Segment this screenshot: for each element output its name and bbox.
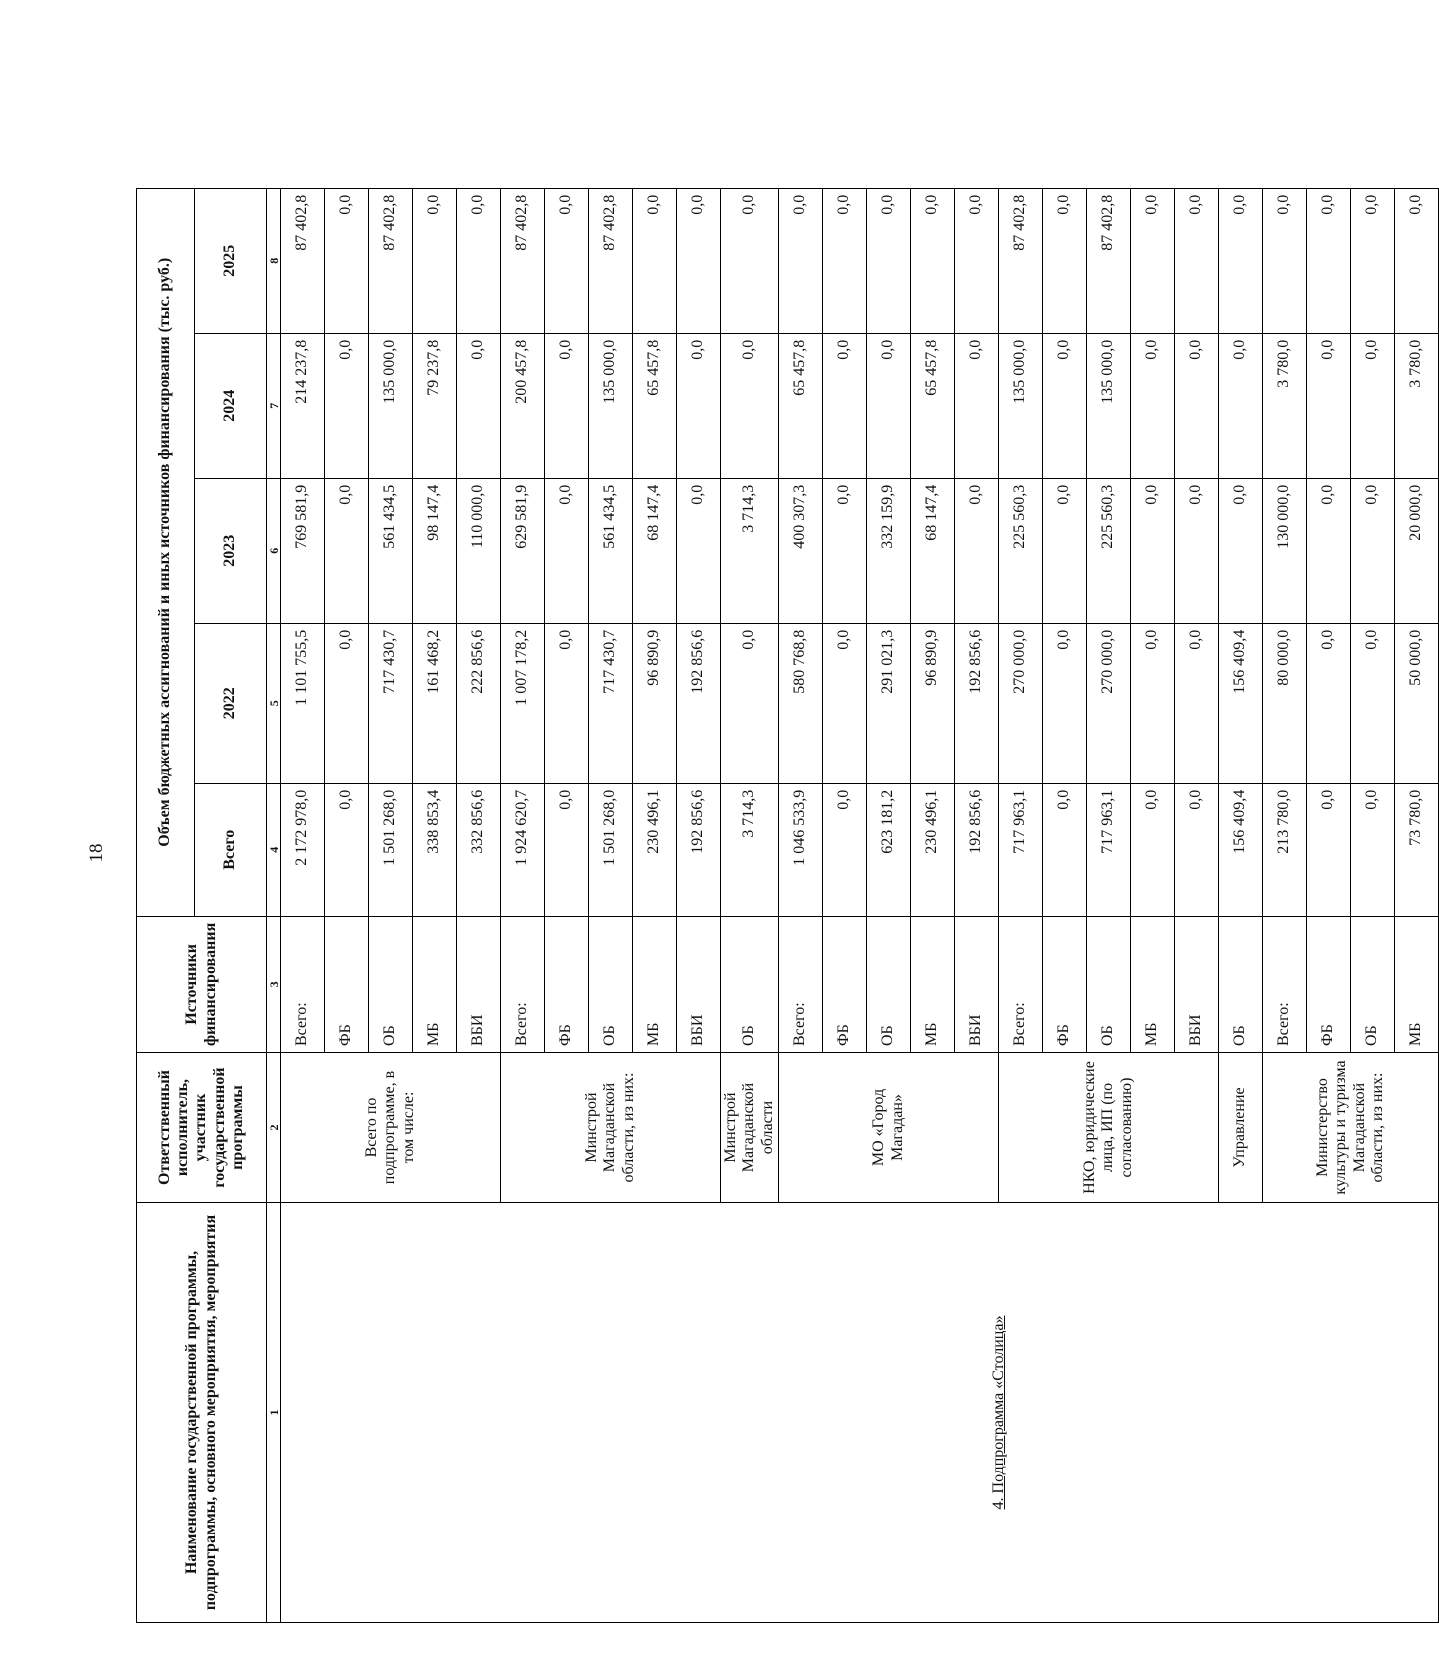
total-cell: 0,0 <box>325 783 369 916</box>
value-cell: 0,0 <box>1307 623 1351 783</box>
value-cell: 0,0 <box>633 188 677 333</box>
total-cell: 192 856,6 <box>677 783 721 916</box>
value-cell: 0,0 <box>823 188 867 333</box>
header-col-name: Наименование государственной программы, подпрограммы, основного мероприятия, мероприятия <box>137 1203 267 1623</box>
value-cell: 135 000,0 <box>1087 333 1131 478</box>
value-cell: 0,0 <box>325 623 369 783</box>
total-cell: 0,0 <box>823 783 867 916</box>
value-cell: 87 402,8 <box>1087 188 1131 333</box>
value-cell: 1 007 178,2 <box>501 623 545 783</box>
value-cell: 0,0 <box>1043 478 1087 623</box>
value-cell: 0,0 <box>1219 478 1263 623</box>
value-cell: 0,0 <box>823 478 867 623</box>
value-cell: 3 714,3 <box>721 478 779 623</box>
value-cell: 225 560,3 <box>1087 478 1131 623</box>
source-cell: Всего: <box>999 916 1043 1052</box>
total-cell: 1 501 268,0 <box>589 783 633 916</box>
value-cell: 87 402,8 <box>501 188 545 333</box>
value-cell: 110 000,0 <box>457 478 501 623</box>
value-cell: 400 307,3 <box>779 478 823 623</box>
value-cell: 0,0 <box>1043 333 1087 478</box>
value-cell: 0,0 <box>325 188 369 333</box>
total-cell: 73 780,0 <box>1395 783 1439 916</box>
source-cell: Всего: <box>779 916 823 1052</box>
value-cell: 0,0 <box>1175 478 1219 623</box>
value-cell: 0,0 <box>1307 188 1351 333</box>
value-cell: 65 457,8 <box>911 333 955 478</box>
value-cell: 0,0 <box>1219 188 1263 333</box>
value-cell: 20 000,0 <box>1395 478 1439 623</box>
value-cell: 192 856,6 <box>677 623 721 783</box>
value-cell: 0,0 <box>325 478 369 623</box>
total-cell: 332 856,6 <box>457 783 501 916</box>
value-cell: 87 402,8 <box>999 188 1043 333</box>
value-cell: 0,0 <box>413 188 457 333</box>
value-cell: 96 890,9 <box>911 623 955 783</box>
source-cell: МБ <box>911 916 955 1052</box>
value-cell: 192 856,6 <box>955 623 999 783</box>
value-cell: 0,0 <box>1043 188 1087 333</box>
value-cell: 0,0 <box>545 478 589 623</box>
executor-cell: Всего по подпрограмме, в том числе: <box>281 1053 501 1203</box>
source-cell: МБ <box>413 916 457 1052</box>
program-name: 4. Подпрограмма «Столица» <box>989 1315 1007 1510</box>
source-cell: ФБ <box>823 916 867 1052</box>
header-year: 2023 <box>195 478 267 623</box>
source-cell: ФБ <box>545 916 589 1052</box>
value-cell: 0,0 <box>1351 188 1395 333</box>
value-cell: 0,0 <box>823 623 867 783</box>
value-cell: 0,0 <box>1395 188 1439 333</box>
value-cell: 0,0 <box>1131 333 1175 478</box>
source-cell: ОБ <box>1219 916 1263 1052</box>
value-cell: 135 000,0 <box>369 333 413 478</box>
executor-cell: Управление <box>1219 1053 1263 1203</box>
value-cell: 1 101 755,5 <box>281 623 325 783</box>
financing-table <box>136 188 1439 1623</box>
value-cell: 580 768,8 <box>779 623 823 783</box>
table-body <box>281 188 1439 1622</box>
value-cell: 98 147,4 <box>413 478 457 623</box>
value-cell: 332 159,9 <box>867 478 911 623</box>
value-cell: 3 780,0 <box>1395 333 1439 478</box>
source-cell: ОБ <box>867 916 911 1052</box>
column-index: 3 <box>267 916 281 1052</box>
value-cell: 0,0 <box>325 333 369 478</box>
value-cell: 65 457,8 <box>633 333 677 478</box>
total-cell: 2 172 978,0 <box>281 783 325 916</box>
total-cell: 717 963,1 <box>999 783 1043 916</box>
column-index: 5 <box>267 623 281 783</box>
source-cell: ОБ <box>369 916 413 1052</box>
value-cell: 130 000,0 <box>1263 478 1307 623</box>
value-cell: 87 402,8 <box>281 188 325 333</box>
value-cell: 214 237,8 <box>281 333 325 478</box>
column-index: 6 <box>267 478 281 623</box>
value-cell: 0,0 <box>1131 188 1175 333</box>
header-year: 2024 <box>195 333 267 478</box>
value-cell: 0,0 <box>677 333 721 478</box>
value-cell: 0,0 <box>1219 333 1263 478</box>
value-cell: 0,0 <box>823 333 867 478</box>
value-cell: 0,0 <box>721 188 779 333</box>
source-cell: ВБИ <box>677 916 721 1052</box>
total-cell: 230 496,1 <box>633 783 677 916</box>
source-cell: МБ <box>1395 916 1439 1052</box>
source-cell: ВБИ <box>1175 916 1219 1052</box>
value-cell: 65 457,8 <box>779 333 823 478</box>
page-number: 18 <box>86 843 107 863</box>
value-cell: 222 856,6 <box>457 623 501 783</box>
value-cell: 270 000,0 <box>999 623 1043 783</box>
total-cell: 717 963,1 <box>1087 783 1131 916</box>
value-cell: 156 409,4 <box>1219 623 1263 783</box>
value-cell: 0,0 <box>955 188 999 333</box>
header-year: 2022 <box>195 623 267 783</box>
value-cell: 0,0 <box>779 188 823 333</box>
value-cell: 561 434,5 <box>369 478 413 623</box>
column-index: 7 <box>267 333 281 478</box>
value-cell: 0,0 <box>1131 478 1175 623</box>
value-cell: 96 890,9 <box>633 623 677 783</box>
source-cell: ОБ <box>1351 916 1395 1052</box>
total-cell: 0,0 <box>545 783 589 916</box>
value-cell: 68 147,4 <box>911 478 955 623</box>
value-cell: 0,0 <box>457 333 501 478</box>
value-cell: 0,0 <box>677 478 721 623</box>
header-total: Всего <box>195 783 267 916</box>
value-cell: 87 402,8 <box>369 188 413 333</box>
total-cell: 338 853,4 <box>413 783 457 916</box>
value-cell: 0,0 <box>1351 478 1395 623</box>
total-cell: 0,0 <box>1131 783 1175 916</box>
total-cell: 1 501 268,0 <box>369 783 413 916</box>
value-cell: 0,0 <box>1351 333 1395 478</box>
value-cell: 200 457,8 <box>501 333 545 478</box>
source-cell: Всего: <box>501 916 545 1052</box>
source-cell: ОБ <box>589 916 633 1052</box>
value-cell: 0,0 <box>955 478 999 623</box>
column-index: 4 <box>267 783 281 916</box>
value-cell: 0,0 <box>545 188 589 333</box>
value-cell: 0,0 <box>911 188 955 333</box>
header-col-source: Источники финансирования <box>137 916 267 1052</box>
total-cell: 1 046 533,9 <box>779 783 823 916</box>
value-cell: 717 430,7 <box>589 623 633 783</box>
value-cell: 0,0 <box>721 333 779 478</box>
value-cell: 87 402,8 <box>589 188 633 333</box>
source-cell: ОБ <box>721 916 779 1052</box>
value-cell: 135 000,0 <box>999 333 1043 478</box>
value-cell: 0,0 <box>1131 623 1175 783</box>
rotated-page <box>0 118 1425 1678</box>
value-cell: 0,0 <box>867 333 911 478</box>
source-cell: ВБИ <box>955 916 999 1052</box>
value-cell: 0,0 <box>1263 188 1307 333</box>
total-cell: 0,0 <box>1307 783 1351 916</box>
value-cell: 50 000,0 <box>1395 623 1439 783</box>
executor-cell: Минстрой Магаданской области <box>721 1053 779 1203</box>
value-cell: 717 430,7 <box>369 623 413 783</box>
value-cell: 0,0 <box>1043 623 1087 783</box>
total-cell: 3 714,3 <box>721 783 779 916</box>
value-cell: 0,0 <box>545 623 589 783</box>
source-cell: МБ <box>1131 916 1175 1052</box>
value-cell: 0,0 <box>1175 623 1219 783</box>
source-cell: ФБ <box>1043 916 1087 1052</box>
total-cell: 0,0 <box>1351 783 1395 916</box>
executor-cell: Минстрой Магаданской области, из них: <box>501 1053 721 1203</box>
value-cell: 0,0 <box>1175 188 1219 333</box>
source-cell: ФБ <box>325 916 369 1052</box>
executor-cell: МО «Город Магадан» <box>779 1053 999 1203</box>
total-cell: 0,0 <box>1043 783 1087 916</box>
value-cell: 0,0 <box>1351 623 1395 783</box>
column-index: 8 <box>267 188 281 333</box>
value-cell: 0,0 <box>457 188 501 333</box>
value-cell: 0,0 <box>867 188 911 333</box>
header-year: 2025 <box>195 188 267 333</box>
total-cell: 192 856,6 <box>955 783 999 916</box>
table-row <box>281 188 325 1622</box>
value-cell: 291 021,3 <box>867 623 911 783</box>
value-cell: 0,0 <box>1175 333 1219 478</box>
total-cell: 213 780,0 <box>1263 783 1307 916</box>
value-cell: 0,0 <box>955 333 999 478</box>
value-cell: 270 000,0 <box>1087 623 1131 783</box>
total-cell: 0,0 <box>1175 783 1219 916</box>
value-cell: 80 000,0 <box>1263 623 1307 783</box>
header-volume: Объем бюджетных ассигнований и иных источников финансирования (тыс. руб.) <box>137 188 195 916</box>
value-cell: 79 237,8 <box>413 333 457 478</box>
value-cell: 135 000,0 <box>589 333 633 478</box>
value-cell: 769 581,9 <box>281 478 325 623</box>
total-cell: 1 924 620,7 <box>501 783 545 916</box>
column-index: 2 <box>267 1053 281 1203</box>
executor-cell: Министерство культуры и туризма Магаданской области, из них: <box>1263 1053 1439 1203</box>
total-cell: 230 496,1 <box>911 783 955 916</box>
source-cell: МБ <box>633 916 677 1052</box>
source-cell: Всего: <box>281 916 325 1052</box>
total-cell: 623 181,2 <box>867 783 911 916</box>
value-cell: 0,0 <box>721 623 779 783</box>
column-index: 1 <box>267 1203 281 1623</box>
total-cell: 156 409,4 <box>1219 783 1263 916</box>
source-cell: ОБ <box>1087 916 1131 1052</box>
header-col-executor: Ответственный исполнитель, участник государственной программы <box>137 1053 267 1203</box>
value-cell: 0,0 <box>1307 478 1351 623</box>
executor-cell: НКО, юридические лица, ИП (по согласованию) <box>999 1053 1219 1203</box>
value-cell: 0,0 <box>677 188 721 333</box>
value-cell: 561 434,5 <box>589 478 633 623</box>
value-cell: 0,0 <box>545 333 589 478</box>
value-cell: 225 560,3 <box>999 478 1043 623</box>
source-cell: ФБ <box>1307 916 1351 1052</box>
value-cell: 161 468,2 <box>413 623 457 783</box>
value-cell: 3 780,0 <box>1263 333 1307 478</box>
value-cell: 629 581,9 <box>501 478 545 623</box>
program-cell <box>281 1203 1439 1623</box>
value-cell: 68 147,4 <box>633 478 677 623</box>
source-cell: ВБИ <box>457 916 501 1052</box>
source-cell: Всего: <box>1263 916 1307 1052</box>
value-cell: 0,0 <box>1307 333 1351 478</box>
